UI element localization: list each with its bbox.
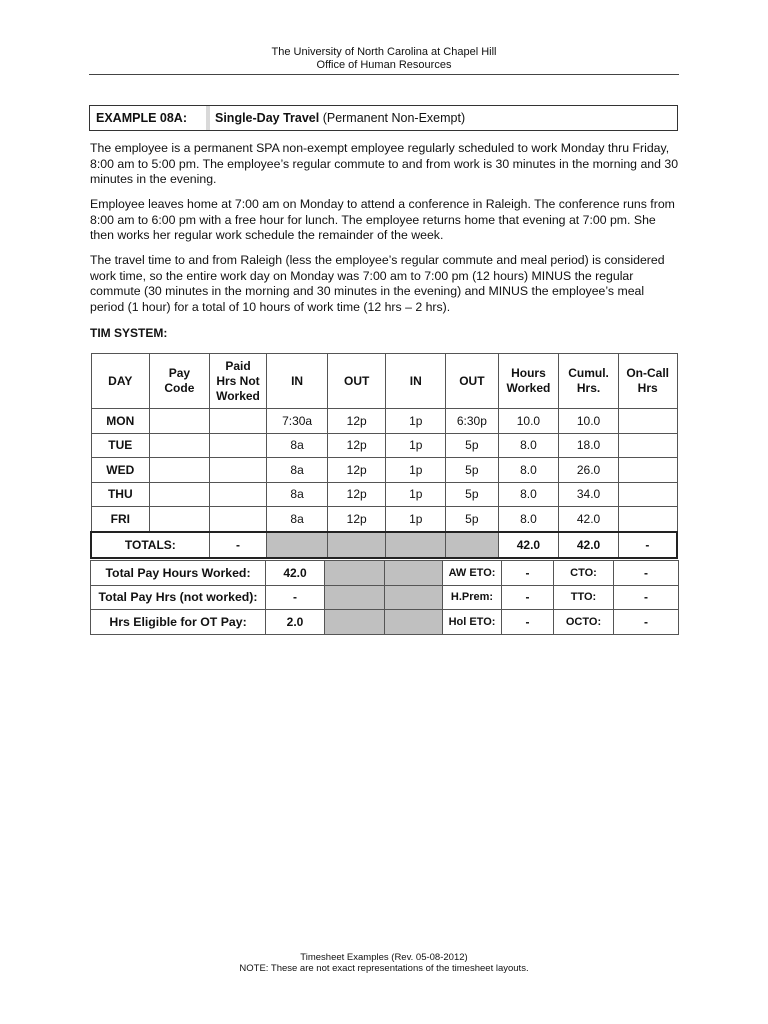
cell-pay-code bbox=[150, 482, 210, 507]
cell-on-call bbox=[618, 458, 677, 483]
table-row-tue bbox=[91, 433, 677, 458]
cell-in-1: 8a bbox=[267, 458, 328, 483]
hol-eto-label: Hol ETO: bbox=[443, 610, 502, 635]
tim-system-label: TIM SYSTEM: bbox=[90, 326, 168, 340]
cell-pay-code bbox=[150, 507, 210, 532]
example-title-box bbox=[89, 105, 678, 131]
summary-shaded-cell bbox=[385, 585, 443, 610]
cell-out-1: 12p bbox=[327, 458, 386, 483]
table-row-wed bbox=[91, 458, 677, 483]
cell-in-2: 1p bbox=[386, 482, 446, 507]
table-row-fri bbox=[91, 507, 677, 532]
cell-cumulative: 18.0 bbox=[559, 433, 619, 458]
totals-on-call: - bbox=[618, 532, 677, 558]
header-hours-worked: Hours Worked bbox=[498, 354, 559, 409]
cell-out-1: 12p bbox=[327, 482, 386, 507]
cell-cumulative: 26.0 bbox=[559, 458, 619, 483]
footer-note: NOTE: These are not exact representations of the timesheet layouts. bbox=[239, 963, 529, 974]
table-row-mon bbox=[91, 409, 677, 434]
cell-on-call bbox=[618, 482, 677, 507]
cell-hours-worked: 8.0 bbox=[498, 482, 559, 507]
cell-day: TUE bbox=[91, 433, 150, 458]
hol-eto-value: - bbox=[502, 610, 554, 635]
cell-in-2: 1p bbox=[386, 458, 446, 483]
cell-cumulative: 10.0 bbox=[559, 409, 619, 434]
total-pay-not-worked-label: Total Pay Hrs (not worked): bbox=[91, 585, 266, 610]
cell-on-call bbox=[618, 507, 677, 532]
cell-paid-hrs bbox=[209, 409, 267, 434]
summary-row-ot-eligible bbox=[91, 610, 679, 635]
cell-pay-code bbox=[150, 458, 210, 483]
header-in-2: IN bbox=[386, 354, 446, 409]
totals-shaded-cell bbox=[446, 532, 499, 558]
header-pay-code: Pay Code bbox=[150, 354, 210, 409]
total-pay-hours-value: 42.0 bbox=[266, 561, 325, 586]
cto-label: CTO: bbox=[554, 561, 614, 586]
cell-in-1: 7:30a bbox=[267, 409, 328, 434]
totals-row bbox=[91, 532, 677, 558]
summary-shaded-cell bbox=[325, 561, 385, 586]
tto-value: - bbox=[614, 585, 679, 610]
ot-eligible-label: Hrs Eligible for OT Pay: bbox=[91, 610, 266, 635]
aw-eto-value: - bbox=[502, 561, 554, 586]
cto-value: - bbox=[614, 561, 679, 586]
octo-value: - bbox=[614, 610, 679, 635]
totals-hours-worked: 42.0 bbox=[498, 532, 559, 558]
university-name: The University of North Carolina at Chapel Hill bbox=[271, 46, 497, 58]
footer-revision: Timesheet Examples (Rev. 05-08-2012) bbox=[300, 952, 468, 963]
paragraph-travel-details: Employee leaves home at 7:00 am on Monday to attend a conference in Raleigh. The conference runs from 8:00 am to 6:00 pm with a free hour for lunch. The employee returns home that evening at 7:00 pm. She then works her regular work schedule the remainder of the week. bbox=[90, 197, 675, 243]
example-title bbox=[210, 106, 465, 130]
paragraph-employee-schedule: The employee is a permanent SPA non-exempt employee regularly scheduled to work Monday thru Friday, 8:00 am to 5:00 pm. The employee’s regular commute to and from work is 30 minutes in the morning and 30 minutes in the evening. bbox=[90, 141, 679, 187]
example-title-bold: Single-Day Travel bbox=[215, 111, 320, 125]
totals-label: TOTALS: bbox=[91, 532, 209, 558]
header-day: DAY bbox=[91, 354, 150, 409]
header-out-2: OUT bbox=[446, 354, 499, 409]
header-paid-hrs-not-worked: Paid Hrs Not Worked bbox=[209, 354, 267, 409]
cell-out-1: 12p bbox=[327, 433, 386, 458]
summary-row-pay-not-worked bbox=[91, 585, 679, 610]
example-title-rest: (Permanent Non-Exempt) bbox=[319, 111, 466, 125]
table-row-thu bbox=[91, 482, 677, 507]
cell-out-2: 6:30p bbox=[446, 409, 499, 434]
header-cumulative-hrs: Cumul. Hrs. bbox=[559, 354, 619, 409]
cell-paid-hrs bbox=[209, 482, 267, 507]
cell-hours-worked: 8.0 bbox=[498, 507, 559, 532]
summary-shaded-cell bbox=[385, 610, 443, 635]
cell-day: WED bbox=[91, 458, 150, 483]
total-pay-hours-label: Total Pay Hours Worked: bbox=[91, 561, 266, 586]
cell-in-1: 8a bbox=[267, 507, 328, 532]
header-on-call-hrs: On-Call Hrs bbox=[618, 354, 677, 409]
ot-eligible-value: 2.0 bbox=[266, 610, 325, 635]
example-label: EXAMPLE 08A: bbox=[90, 106, 210, 130]
aw-eto-label: AW ETO: bbox=[443, 561, 502, 586]
cell-out-1: 12p bbox=[327, 507, 386, 532]
cell-pay-code bbox=[150, 433, 210, 458]
cell-on-call bbox=[618, 409, 677, 434]
summary-row-total-pay-hours bbox=[91, 561, 679, 586]
cell-out-1: 12p bbox=[327, 409, 386, 434]
summary-shaded-cell bbox=[385, 561, 443, 586]
document-header bbox=[0, 46, 768, 72]
cell-day: FRI bbox=[91, 507, 150, 532]
summary-shaded-cell bbox=[325, 610, 385, 635]
document-footer bbox=[0, 952, 768, 974]
cell-out-2: 5p bbox=[446, 433, 499, 458]
cell-in-2: 1p bbox=[386, 409, 446, 434]
cell-paid-hrs bbox=[209, 507, 267, 532]
total-pay-not-worked-value: - bbox=[266, 585, 325, 610]
cell-cumulative: 34.0 bbox=[559, 482, 619, 507]
hprem-value: - bbox=[502, 585, 554, 610]
cell-hours-worked: 8.0 bbox=[498, 433, 559, 458]
header-divider bbox=[89, 74, 679, 75]
timesheet-table bbox=[90, 353, 678, 559]
cell-out-2: 5p bbox=[446, 507, 499, 532]
paragraph-work-time-calculation: The travel time to and from Raleigh (less the employee’s regular commute and meal period) is considered work time, so the entire work day on Monday was 7:00 am to 7:00 pm (12 hours) MINUS the regular commute (30 minutes in the morning and 30 minutes in the evening) and MINUS the employee’s meal period (1 hour) for a total of 10 hours of work time (12 hrs – 2 hrs). bbox=[90, 253, 665, 314]
cell-paid-hrs bbox=[209, 458, 267, 483]
cell-out-2: 5p bbox=[446, 458, 499, 483]
cell-day: MON bbox=[91, 409, 150, 434]
cell-in-1: 8a bbox=[267, 482, 328, 507]
office-name: Office of Human Resources bbox=[316, 59, 452, 71]
cell-hours-worked: 8.0 bbox=[498, 458, 559, 483]
tto-label: TTO: bbox=[554, 585, 614, 610]
totals-shaded-cell bbox=[386, 532, 446, 558]
octo-label: OCTO: bbox=[554, 610, 614, 635]
cell-day: THU bbox=[91, 482, 150, 507]
cell-out-2: 5p bbox=[446, 482, 499, 507]
cell-paid-hrs bbox=[209, 433, 267, 458]
hprem-label: H.Prem: bbox=[443, 585, 502, 610]
summary-shaded-cell bbox=[325, 585, 385, 610]
cell-hours-worked: 10.0 bbox=[498, 409, 559, 434]
table-header-row bbox=[91, 354, 677, 409]
totals-shaded-cell bbox=[327, 532, 386, 558]
header-out-1: OUT bbox=[327, 354, 386, 409]
cell-in-2: 1p bbox=[386, 507, 446, 532]
summary-table bbox=[90, 560, 679, 635]
cell-pay-code bbox=[150, 409, 210, 434]
cell-cumulative: 42.0 bbox=[559, 507, 619, 532]
totals-cumulative: 42.0 bbox=[559, 532, 619, 558]
cell-on-call bbox=[618, 433, 677, 458]
totals-paid-hrs: - bbox=[209, 532, 267, 558]
cell-in-1: 8a bbox=[267, 433, 328, 458]
totals-shaded-cell bbox=[267, 532, 328, 558]
cell-in-2: 1p bbox=[386, 433, 446, 458]
header-in-1: IN bbox=[267, 354, 328, 409]
